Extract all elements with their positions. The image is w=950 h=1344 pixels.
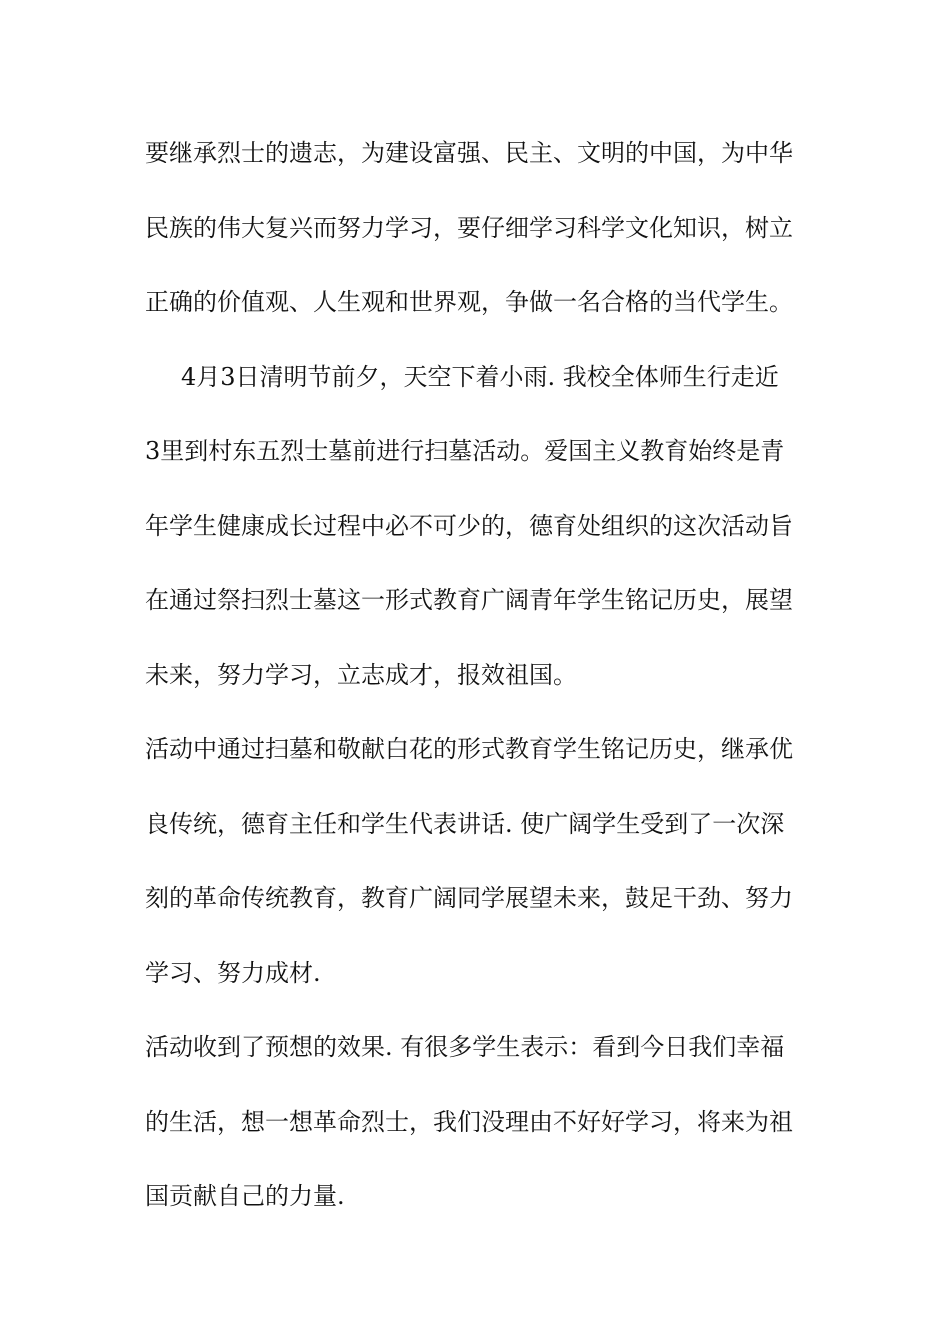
text-line: 要继承烈士的遗志，为建设富强、民主、文明的中国，为中华: [145, 139, 793, 167]
text-line: 刻的革命传统教育，教育广阔同学展望未来，鼓足干劲、努力: [145, 884, 793, 912]
document-body: [145, 123, 810, 1241]
text-line: 民族的伟大复兴而努力学习，要仔细学习科学文化知识，树立: [145, 213, 793, 242]
text-line: 年学生健康成长过程中必不可少的，德育处组织的这次活动旨: [145, 511, 793, 540]
paragraph-4: [145, 1017, 810, 1241]
paragraph-3: [145, 719, 810, 1017]
text-line: 活动收到了预想的效果. 有很多学生表示：看到今日我们幸福: [145, 1033, 785, 1061]
text-line: 国贡献自己的力量.: [145, 1182, 345, 1210]
text-line: 良传统，德育主任和学生代表讲话. 使广阔学生受到了一次深: [145, 809, 785, 838]
text-line: 活动中通过扫墓和敬献白花的形式教育学生铭记历史，继承优: [145, 735, 793, 763]
text-line: 未来，努力学习，立志成才，报效祖国。: [145, 660, 577, 689]
text-line: 在通过祭扫烈士墓这一形式教育广阔青年学生铭记历史，展望: [145, 586, 793, 614]
text-line: 3里到村东五烈士墓前进行扫墓活动。爱国主义教育始终是青: [145, 437, 785, 465]
text-line: 正确的价值观、人生观和世界观，争做一名合格的当代学生。: [145, 288, 793, 316]
paragraph-2: [145, 347, 810, 720]
paragraph-1: [145, 123, 810, 347]
text-line: 的生活，想一想革命烈士，我们没理由不好好学习，将来为祖: [145, 1107, 793, 1136]
text-line: 4月3日清明节前夕，天空下着小雨. 我校全体师生行走近: [181, 362, 779, 391]
text-line: 学习、努力成材.: [145, 958, 321, 987]
